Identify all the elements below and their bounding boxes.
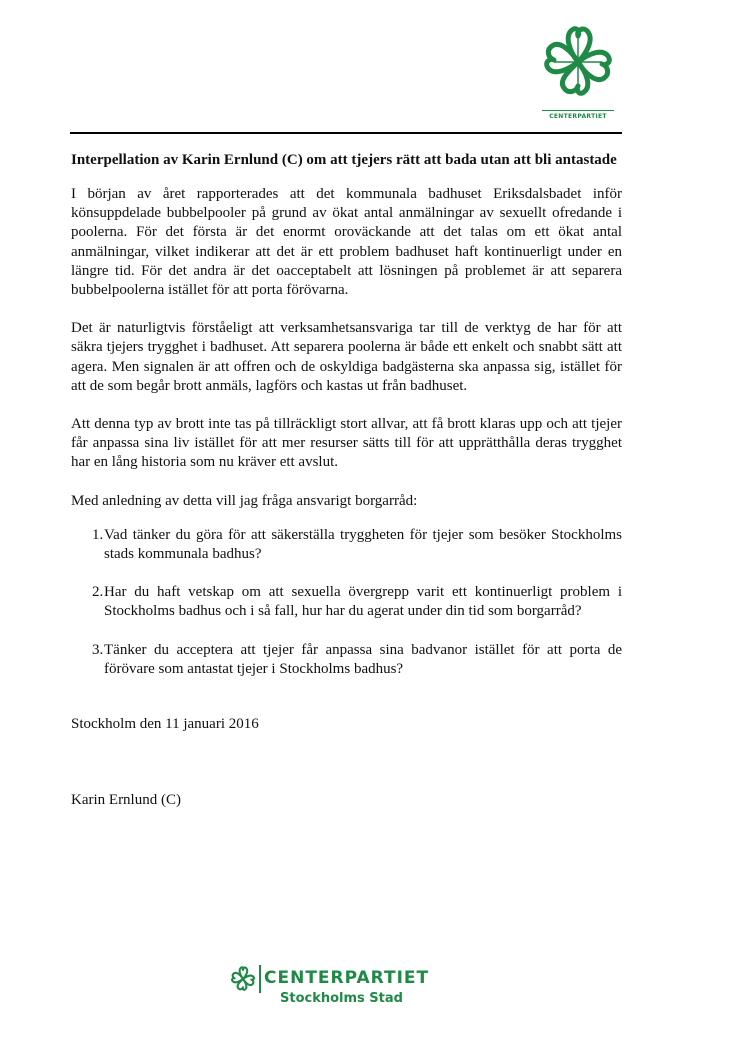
signature: Karin Ernlund (C): [71, 792, 181, 808]
logo-rule: [542, 110, 614, 111]
footer-logo-sub: Stockholms Stad: [280, 991, 403, 1006]
logo-separator: [259, 965, 261, 993]
question-number: 1.: [92, 526, 104, 543]
question-text: Tänker du acceptera att tjejer får anpassa sina badvanor istället för att porta de förövare som antastat tjejer i Stockholms badhus?: [104, 641, 622, 677]
header-divider: [70, 132, 622, 134]
question-text: Har du haft vetskap om att sexuella övergrepp varit ett kontinuerligt problem i Stockholms badhus och i så fall, hur har du agerat under din tid som borgarråd?: [104, 584, 622, 620]
question-list: [71, 526, 622, 679]
date-line: Stockholm den 11 januari 2016: [71, 716, 259, 732]
logo-wordmark: CENTERPARTIET: [549, 113, 607, 120]
document-body: [71, 151, 622, 698]
paragraph-2: Det är naturligtvis förståeligt att verksamhetsansvariga tar till de verktyg de har för att säkra tjejers trygghet i badhuset. Att separera poolerna är både ett enkelt och snabbt sätt att agera. Men signalen är att offren och de oskyldiga badgästerna ska anpassa sig, istället för att de som begår brott anmäls, lagförs och kastas ut från badhuset.: [71, 320, 622, 394]
question-number: 3.: [92, 641, 104, 658]
paragraph-question-intro: Med anledning av detta vill jag fråga ansvarigt borgarråd:: [71, 492, 418, 509]
centerpartiet-logo-footer: [229, 963, 429, 1011]
question-item-2: [71, 583, 622, 621]
question-number: 2.: [92, 584, 104, 601]
four-leaf-clover-icon: [229, 965, 257, 995]
footer-logo-name: CENTERPARTIET: [264, 968, 430, 988]
question-item-3: [71, 641, 622, 679]
four-leaf-clover-icon: [540, 22, 616, 108]
question-text: Vad tänker du göra för att säkerställa tryggheten för tjejer som besöker Stockholms stads kommunala badhus?: [104, 526, 622, 563]
paragraph-1: I början av året rapporterades att det kommunala badhuset Eriksdalsbadet inför könsuppdelade bubbelpooler på grund av ökat antal anmälningar av sexuellt ofredande i poolerna. För det första är det enormt oroväckande att det talas om ett ökat antal anmälningar, vilket indikerar att det är ett problem badhuset haft kontinuerligt under en längre tid. För det andra är det oacceptabelt att lösningen på problemet är att separera bubbelpoolerna istället för att porta förövarna.: [71, 186, 622, 299]
question-item-1: [71, 526, 622, 564]
centerpartiet-logo-top: [540, 22, 616, 122]
document-title: Interpellation av Karin Ernlund (C) om att tjejers rätt att bada utan att bli antastade: [71, 152, 617, 168]
paragraph-3: Att denna typ av brott inte tas på tillräckligt stort allvar, att få brott klaras upp och att tjejer får anpassa sina liv istället för att mer resurser sätts till för att upprätthålla deras trygghet har en lång historia som nu kräver ett avslut.: [71, 416, 622, 471]
